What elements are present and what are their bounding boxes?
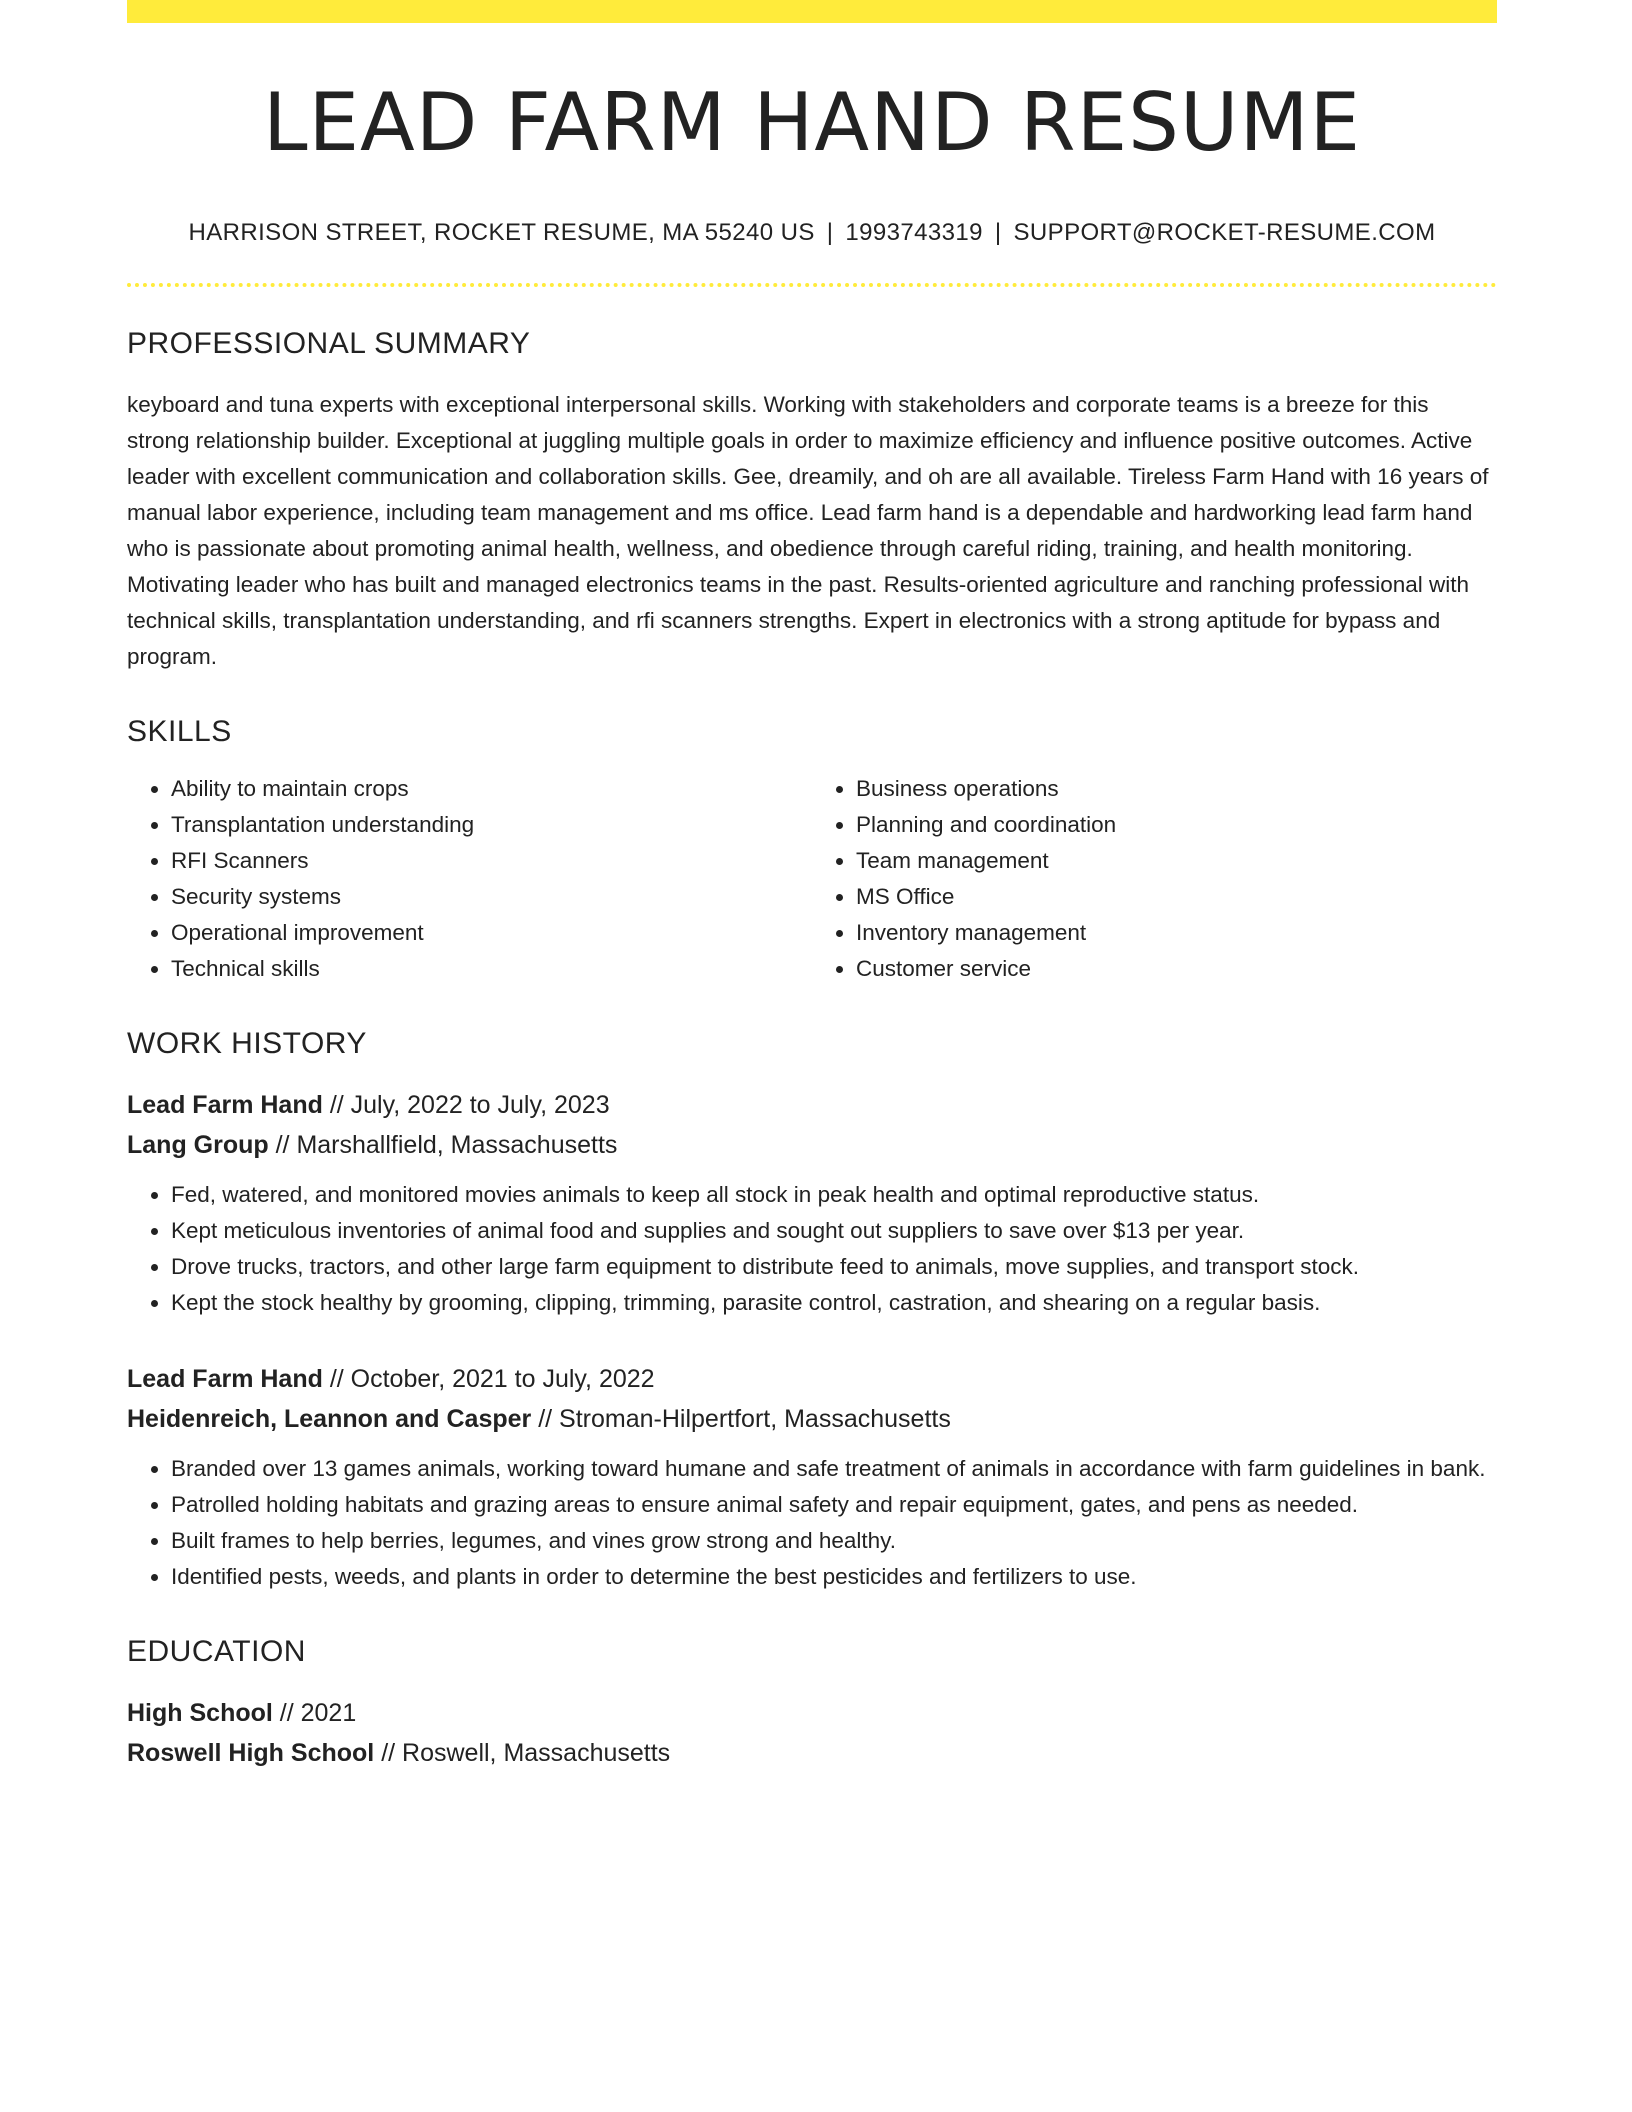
job-bullet: • Built frames to help berries, legumes, and vines grow strong and healthy.	[171, 1523, 1497, 1559]
work-history-heading: WORK HISTORY	[127, 1027, 367, 1060]
job-bullet: • Fed, watered, and monitored movies animals to keep all stock in peak health and optimal reproductive status.	[171, 1177, 1497, 1213]
skills-heading: SKILLS	[127, 715, 232, 748]
job-company: Lang Group	[127, 1131, 269, 1159]
contact-separator: |	[826, 219, 834, 246]
job-bullets	[127, 1177, 1497, 1321]
job-company-line	[127, 1125, 1497, 1165]
job-bullet: • Identified pests, weeds, and plants in order to determine the best pesticides and fertilizers to use.	[171, 1559, 1497, 1595]
skill-item: • Business operations	[856, 771, 1497, 807]
job-role: Lead Farm Hand	[127, 1091, 323, 1119]
job-bullets	[127, 1451, 1497, 1595]
education-degree-line	[127, 1693, 1497, 1733]
resume-page	[127, 0, 1497, 1773]
job-dates: // July, 2022 to July, 2023	[322, 1091, 610, 1119]
summary-text: keyboard and tuna experts with exceptional interpersonal skills. Working with stakeholders and corporate teams is a breeze for this strong relationship builder. Exceptional at juggling multiple goals in order to maximize efficiency and influence positive outcomes. Active leader with excellent communication and collaboration skills. Gee, dreamily, and oh are all available. Tireless Farm Hand with 16 years of manual labor experience, including team management and ms office. Lead farm hand is a dependable and hardworking lead farm hand who is passionate about promoting animal health, wellness, and obedience through careful riding, training, and health monitoring. Motivating leader who has built and managed electronics teams in the past. Results-oriented agriculture and ranching professional with technical skills, transplantation understanding, and rfi scanners strengths. Expert in electronics with a strong aptitude for bypass and program.	[127, 392, 1489, 669]
skill-item: • Team management	[856, 843, 1497, 879]
skill-item: • Customer service	[856, 951, 1497, 987]
skill-item: • MS Office	[856, 879, 1497, 915]
summary-heading: PROFESSIONAL SUMMARY	[127, 327, 531, 360]
skill-item: • Planning and coordination	[856, 807, 1497, 843]
job-entry	[127, 1359, 1497, 1595]
education-heading: EDUCATION	[127, 1635, 306, 1668]
education-entry	[127, 1693, 1497, 1773]
skill-item: • Transplantation understanding	[171, 807, 812, 843]
contact-phone: 1993743319	[845, 219, 983, 246]
skills-list	[127, 771, 1497, 987]
contact-email: SUPPORT@ROCKET-RESUME.COM	[1013, 219, 1436, 246]
job-bullet: • Branded over 13 games animals, working toward humane and safe treatment of animals in accordance with farm guidelines in bank.	[171, 1451, 1497, 1487]
job-location: // Marshallfield, Massachusetts	[268, 1131, 618, 1159]
job-dates: // October, 2021 to July, 2022	[322, 1365, 655, 1393]
skill-item: • RFI Scanners	[171, 843, 812, 879]
education-year: // 2021	[272, 1699, 357, 1727]
job-location: // Stroman-Hilpertfort, Massachusetts	[531, 1405, 951, 1433]
dotted-divider	[127, 283, 1497, 287]
contact-line	[127, 219, 1497, 247]
job-role: Lead Farm Hand	[127, 1365, 323, 1393]
skill-item: • Inventory management	[856, 915, 1497, 951]
job-title-line	[127, 1085, 1497, 1125]
education-school-line	[127, 1733, 1497, 1773]
skill-item: • Ability to maintain crops	[171, 771, 812, 807]
job-bullet: • Patrolled holding habitats and grazing areas to ensure animal safety and repair equipment, gates, and pens as needed.	[171, 1487, 1497, 1523]
top-accent-bar	[127, 0, 1497, 23]
job-bullet: • Kept the stock healthy by grooming, clipping, trimming, parasite control, castration, and shearing on a regular basis.	[171, 1285, 1497, 1321]
education-school: Roswell High School	[127, 1739, 375, 1767]
skill-item: • Security systems	[171, 879, 812, 915]
education-location: // Roswell, Massachusetts	[374, 1739, 671, 1767]
contact-separator: |	[994, 219, 1002, 246]
job-company-line	[127, 1399, 1497, 1439]
resume-title: LEAD FARM HAND RESUME	[262, 76, 1362, 169]
skills-column-right	[812, 771, 1497, 987]
job-bullet: • Drove trucks, tractors, and other large farm equipment to distribute feed to animals, move supplies, and transport stock.	[171, 1249, 1497, 1285]
job-bullet: • Kept meticulous inventories of animal food and supplies and sought out suppliers to save over $13 per year.	[171, 1213, 1497, 1249]
skill-item: • Technical skills	[171, 951, 812, 987]
skills-column-left	[127, 771, 812, 987]
job-company: Heidenreich, Leannon and Casper	[127, 1405, 532, 1433]
job-title-line	[127, 1359, 1497, 1399]
education-degree: High School	[127, 1699, 273, 1727]
skill-item: • Operational improvement	[171, 915, 812, 951]
contact-address: HARRISON STREET, ROCKET RESUME, MA 55240 US	[188, 219, 815, 246]
job-entry	[127, 1085, 1497, 1321]
